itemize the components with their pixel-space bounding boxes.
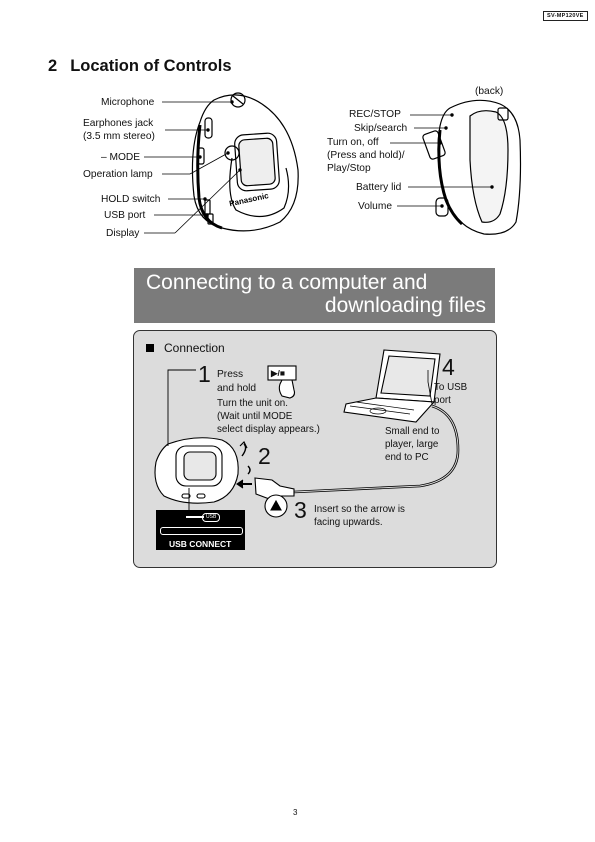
label-battery-lid: Battery lid (356, 182, 402, 193)
play-stop-symbol: ▶/■ (271, 368, 286, 378)
banner-line1: Connecting to a computer and (146, 271, 428, 294)
brand-logo: Panasonic (228, 191, 270, 209)
page-number: 3 (293, 808, 298, 817)
step-1-number: 1 (198, 361, 211, 387)
label-play-stop: Play/Stop (327, 163, 371, 174)
banner-line2: downloading files (324, 294, 486, 317)
step-1-desc-1: Turn the unit on. (217, 398, 288, 409)
step-4-desc-2: port (434, 395, 451, 406)
label-mode-text: MODE (109, 152, 141, 163)
label-usb-port: USB port (104, 210, 146, 221)
step-3-number: 3 (294, 497, 307, 523)
label-microphone: Microphone (101, 97, 155, 108)
label-press-and-hold: (Press and hold)/ (327, 150, 405, 161)
step-4-desc-1: To USB (434, 382, 468, 393)
label-rec-stop: REC/STOP (349, 109, 401, 120)
label-hold-switch: HOLD switch (101, 194, 161, 205)
step-2-number: 2 (258, 443, 271, 469)
usb-connect-screen (156, 510, 245, 550)
label-turn-on-off: Turn on, off (327, 137, 379, 148)
mode-dash-icon: – (101, 152, 110, 163)
step-3-desc-1: Insert so the arrow is (314, 504, 405, 515)
label-display: Display (106, 228, 140, 239)
label-operation-lamp: Operation lamp (83, 169, 153, 180)
connection-title: Connection (164, 341, 225, 355)
section-number: 2 (48, 57, 58, 75)
cable-desc-1: Small end to (385, 426, 440, 437)
step-1-desc-2: (Wait until MODE (217, 411, 293, 422)
model-number: SV-MP120VE (543, 11, 588, 21)
step-1-desc-3: select display appears.) (217, 424, 320, 435)
progress-bar-outline (160, 527, 243, 535)
label-back: (back) (475, 86, 504, 97)
cable-desc-2: player, large (385, 439, 439, 450)
label-volume: Volume (358, 201, 392, 212)
step-1-press: Press (217, 369, 244, 380)
label-earphones-stereo: (3.5 mm stereo) (83, 131, 155, 142)
usb-icon-label: USB (202, 513, 220, 522)
section-title: Location of Controls (70, 57, 232, 75)
label-skip-search: Skip/search (354, 123, 408, 134)
cable-desc-3: end to PC (385, 452, 429, 463)
label-earphones-jack: Earphones jack (83, 118, 154, 129)
step-4-number: 4 (442, 354, 455, 380)
step-1-and-hold: and hold (217, 383, 257, 394)
usb-connect-text: USB CONNECT (169, 539, 232, 549)
step-3-desc-2: facing upwards. (314, 517, 383, 528)
